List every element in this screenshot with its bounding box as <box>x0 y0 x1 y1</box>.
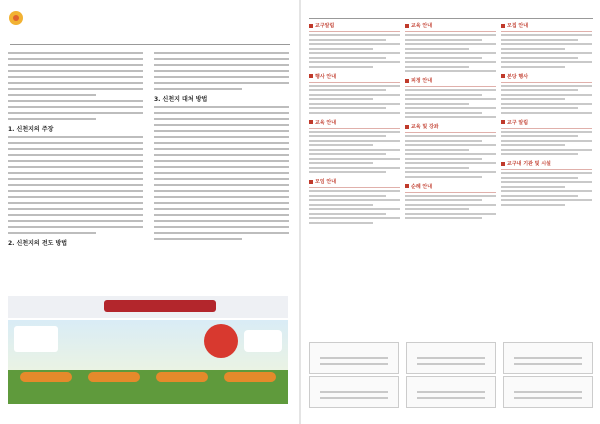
notice-block <box>501 73 592 114</box>
right-page-divider <box>309 18 593 19</box>
contact-box <box>503 376 593 408</box>
poster-badge <box>204 324 238 358</box>
notice-block <box>405 123 496 178</box>
notice-title: 교육 안내 <box>315 119 337 126</box>
wyd-logo <box>14 326 58 352</box>
notice-block <box>501 160 592 206</box>
notice-block <box>405 183 496 220</box>
notice-block <box>309 178 400 224</box>
schedule-date <box>20 372 72 382</box>
notice-block <box>309 22 400 68</box>
newsletter-logo <box>8 4 68 42</box>
notice-column-2 <box>405 22 496 224</box>
notice-title: 모임 안내 <box>315 179 337 185</box>
notice-block <box>309 73 400 114</box>
section-heading: 2. 신천지의 전도 방법 <box>8 240 68 247</box>
notice-title: 본당 행사 <box>507 73 529 80</box>
schedule-item <box>14 372 78 402</box>
notice-column-3 <box>501 22 592 211</box>
notice-title: 교구 알림 <box>507 119 529 126</box>
notice-block <box>405 77 496 118</box>
schedule-item <box>82 372 146 402</box>
schedule-date <box>224 372 276 382</box>
notice-title: 피정 안내 <box>411 78 433 84</box>
notice-title: 순례 안내 <box>411 183 433 190</box>
schedule-date <box>88 372 140 382</box>
section-heading: 1. 신천지의 주장 <box>8 126 54 133</box>
notice-title: 교육 및 강좌 <box>411 124 439 130</box>
contact-box <box>309 376 399 408</box>
notice-block <box>501 22 592 68</box>
section-heading: 3. 신천지 대처 방법 <box>154 96 208 103</box>
contact-box <box>406 376 496 408</box>
contact-box <box>309 342 399 374</box>
poster-badge-secondary <box>244 330 282 352</box>
schedule-item <box>218 372 282 402</box>
article-column-2 <box>154 52 289 244</box>
notice-block <box>501 119 592 156</box>
notice-title: 교구알림 <box>315 23 335 29</box>
right-page <box>301 0 600 424</box>
pilgrimage-poster <box>8 320 288 404</box>
contact-directory <box>309 342 593 408</box>
notice-block <box>405 22 496 72</box>
notice-title: 교육 안내 <box>411 23 433 29</box>
notice-block <box>309 119 400 174</box>
article-column-1 <box>8 52 143 250</box>
event-banner-headline <box>104 300 216 312</box>
schedule-item <box>150 372 214 402</box>
notice-title: 행사 안내 <box>315 73 337 80</box>
contact-box <box>406 342 496 374</box>
notice-title: 교구내 기관 및 시설 <box>507 161 551 167</box>
article-divider <box>10 44 290 45</box>
schedule-date <box>156 372 208 382</box>
event-banner <box>8 296 288 318</box>
contact-box <box>503 342 593 374</box>
notice-title: 모집 안내 <box>507 23 529 29</box>
notice-column-1 <box>309 22 400 229</box>
